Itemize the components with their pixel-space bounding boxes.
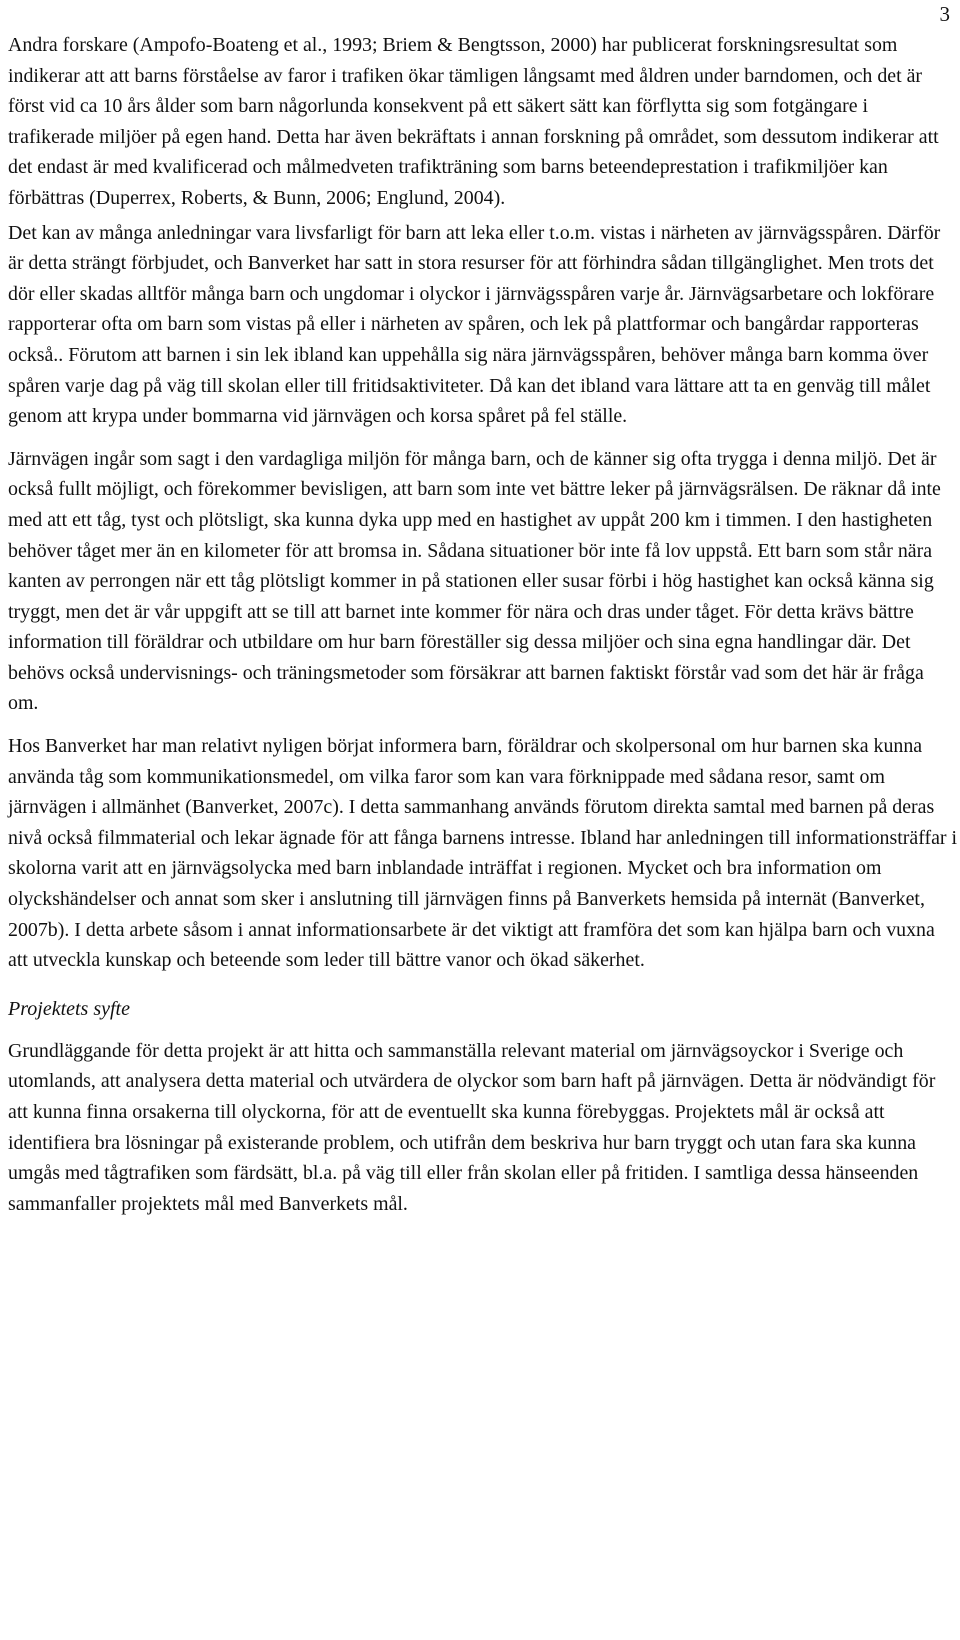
section-heading: Projektets syfte (8, 997, 130, 1020)
paragraph-railway-dangers: Det kan av många anledningar vara livsfarligt för barn att leka eller t.o.m. vistas i närheten av järnvägsspåren. Därför är detta strängt förbjudet, och Banverket har satt in stora resurser för att förhindra sådan tillgänglighet. Men trots det dör eller skadas alltför många barn och ungdomar i olyckor i järnvägsspåren varje år. Järnvägsarbetare och lokförare rapporterar ofta om barn som vistas på eller i närheten av spåren, och lek på plattformar och bangårdar rapporteras också.. Förutom att barnen i sin lek ibland kan uppehålla sig nära järnvägsspåren, behöver många barn komma över spåren varje dag på väg till skolan eller till fritidsaktiviteter. Då kan det ibland vara lättare att ta en genväg till målet genom att krypa under bommarna vid järnvägen och korsa spåret på fel ställe. (8, 221, 941, 428)
page-number: 3 (939, 2, 950, 26)
document-body (8, 30, 958, 1231)
paragraph-everyday-environment: Järnvägen ingår som sagt i den vardagliga miljön för många barn, och de känner sig ofta trygga i denna miljö. Det är också fullt möjligt, och förekommer bevisligen, att barn som inte vet bättre leker på järnvägsrälsen. De räknar då inte med att ett tåg, tyst och plötsligt, ska kunna dyka upp med en hastighet av uppåt 200 km i timmen. I den hastigheten behöver tåget mer än en kilometer för att bromsa in. Sådana situationer bör inte få lov uppstå. Ett barn som står nära kanten av perrongen när ett tåg plötsligt kommer in på stationen eller susar förbi i hög hastighet kan också känna sig tryggt, men det är vår uppgift att se till att barnet inte kommer för nära och dras under tåget. För detta krävs bättre information till föräldrar och utbildare om hur barn föreställer sig dessa miljöer och sina egna handlingar där. Det behövs också undervisnings- och träningsmetoder som försäkrar att barnen faktiskt förstår vad som det här är fråga om. (8, 447, 941, 715)
paragraph-project-purpose: Grundläggande för detta projekt är att hitta och sammanställa relevant material om järnvägsoyckor i Sverige och utomlands, att analysera detta material och utvärdera de olyckor som barn haft på järnvägen. Detta är nödvändigt för att kunna finna orsakerna till olyckorna, för att de eventuellt ska kunna förebyggas. Projektets mål är också att identifiera bra lösningar på existerande problem, och utifrån dem beskriva hur barn tryggt och utan fara ska kunna umgås med tågtrafiken som färdsätt, bl.a. på väg till eller från skolan eller på fritiden. I samtliga dessa hänseenden sammanfaller projektets mål med Banverkets mål. (8, 1039, 936, 1215)
paragraph-banverket-information: Hos Banverket har man relativt nyligen börjat informera barn, föräldrar och skolpersonal om hur barnen ska kunna använda tåg som kommunikationsmedel, om vilka faror som kan vara förknippade med sådana resor, samt om järnvägen i allmänhet (Banverket, 2007c). I detta sammanhang används förutom direkta samtal med barnen på deras nivå också filmmaterial och lekar ägnade för att fånga barnens intresse. Ibland har anledningen till informationsträffar i skolorna varit att en järnvägsolycka med barn inblandade inträffat i regionen. Mycket och bra information om olyckshändelser och annat som sker i anslutning till järnvägen finns på Banverkets hemsida på internät (Banverket, 2007b). I detta arbete såsom i annat informationsarbete är det viktigt att framföra det som kan hjälpa barn och vuxna att utveckla kunskap och beteende som leder till bättre vanor och ökad säkerhet. (8, 735, 958, 972)
paragraph-research: Andra forskare (Ampofo-Boateng et al., 1993; Briem & Bengtsson, 2000) har publicerat forskningsresultat som indikerar att att barns förståelse av faror i trafiken ökar tämligen långsamt med åldren under barndomen, och det är först vid ca 10 års ålder som barn någorlunda konsekvent på ett säkert sätt kan förflytta sig som fotgängare i trafikerade miljöer på egen hand. Detta har även bekräftats i annan forskning på området, som dessutom indikerar att det endast är med kvalificerad och målmedveten trafikträning som barns beteendeprestation i trafikmiljöer kan förbättras (Duperrex, Roberts, & Bunn, 2006; Englund, 2004). (8, 34, 939, 209)
